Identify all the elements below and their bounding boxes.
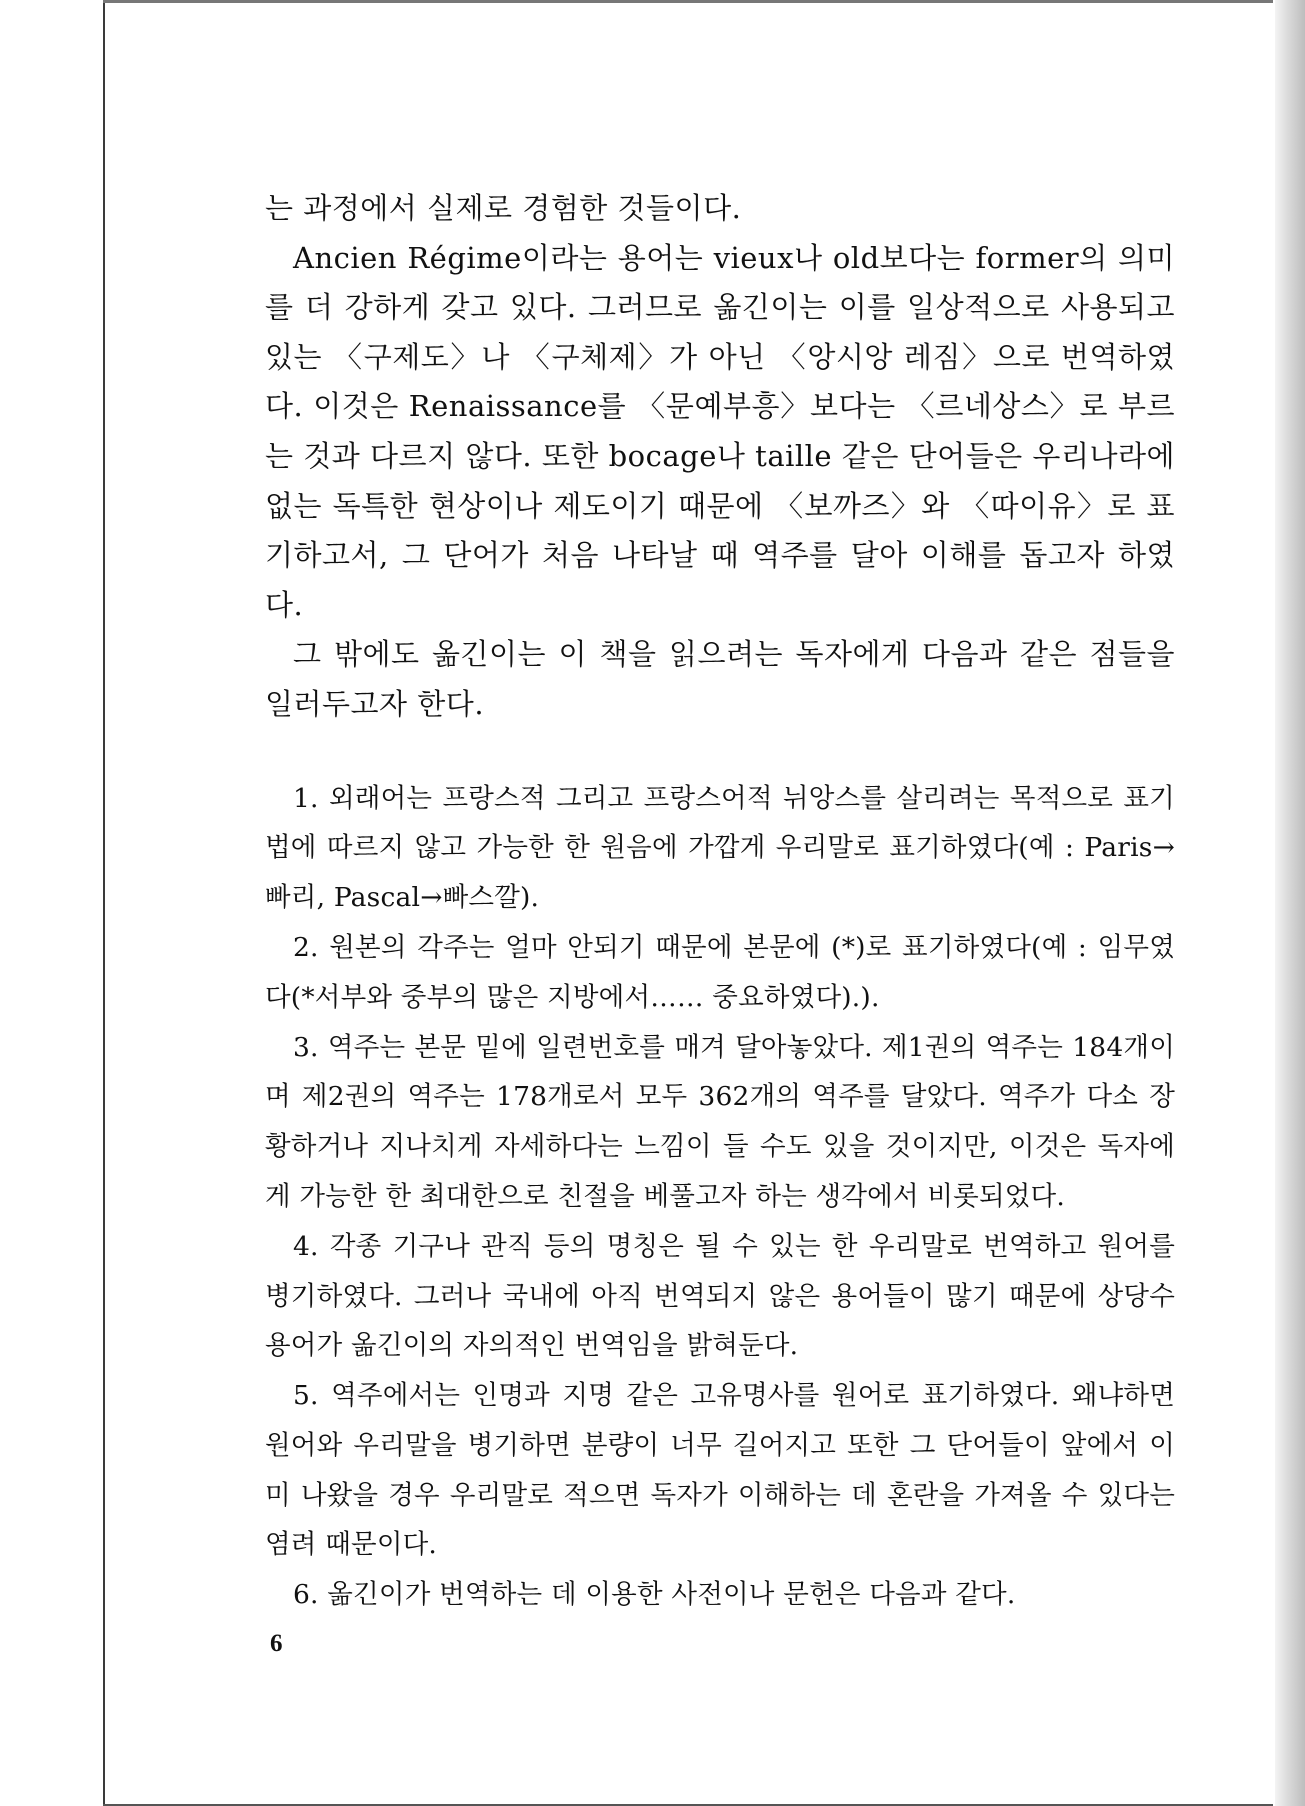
numbered-item-2: 2. 원본의 각주는 얼마 안되기 때문에 본문에 (*)로 표기하였다(예 : 임무였다(*서부와 중부의 많은 지방에서…… 중요하였다).). [265,931,1175,1013]
section-gap [265,730,1175,774]
paragraph-notes-intro: 그 밖에도 옮긴이는 이 책을 읽으려는 독자에게 다음과 같은 점들을 일러두고자 한다. [265,637,1175,721]
page-top-edge [103,0,1273,3]
paragraph-ancien-regime: Ancien Régime이라는 용어는 vieux나 old보다는 former의 의미를 더 강하게 갖고 있다. 그러므로 옮긴이는 이를 일상적으로 사용되고 있는 〈구제도〉나 〈구체제〉가 아닌 〈앙시앙 레짐〉으로 번역하였다. 이것은 Renaissance를 〈문예부흥〉보다는 〈르네상스〉로 부르는 것과 다르지 않다. 또한 bocage나 taille 같은 단어들은 우리나라에 없는 독특한 현상이나 제도이기 때문에 〈보까즈〉와 〈따이유〉로 표기하고서, 그 단어가 처음 나타날 때 역주를 달아 이해를 돕고자 하였다. [265,240,1175,622]
page-right-shadow [1275,0,1305,1806]
page-left-edge [103,0,105,1806]
numbered-item-3: 3. 역주는 본문 밑에 일련번호를 매겨 달아놓았다. 제1권의 역주는 184개이며 제2권의 역주는 178개로서 모두 362개의 역주를 달았다. 역주가 다소 장황하거나 지나치게 자세하다는 느낌이 들 수도 있을 것이지만, 이것은 독자에게 가능한 한 최대한으로 친절을 베풀고자 하는 생각에서 비롯되었다. [265,1031,1175,1212]
numbered-item-6: 6. 옮긴이가 번역하는 데 이용한 사전이나 문헌은 다음과 같다. [293,1579,1016,1611]
numbered-item-4: 4. 각종 기구나 관직 등의 명칭은 될 수 있는 한 우리말로 번역하고 원어를 병기하였다. 그러나 국내에 아직 번역되지 않은 용어들이 많기 때문에 상당수 용어가 옮긴이의 자의적인 번역임을 밝혀둔다. [265,1230,1175,1362]
numbered-item-5: 5. 역주에서는 인명과 지명 같은 고유명사를 원어로 표기하였다. 왜냐하면 원어와 우리말을 병기하면 분량이 너무 길어지고 또한 그 단어들이 앞에서 이미 나왔을 경우 우리말로 적으면 독자가 이해하는 데 혼란을 가져올 수 있다는 염려 때문이다. [265,1380,1175,1561]
paragraph-continuation: 는 과정에서 실제로 경험한 것들이다. [265,191,742,225]
numbered-item-1: 1. 외래어는 프랑스적 그리고 프랑스어적 뉘앙스를 살리려는 목적으로 표기법에 따르지 않고 가능한 한 원음에 가깝게 우리말로 표기하였다(예 : Paris→빠리, Pascal→빠스깔). [265,782,1175,914]
page-body [265,184,1175,1620]
page-number: 6 [270,1630,283,1657]
